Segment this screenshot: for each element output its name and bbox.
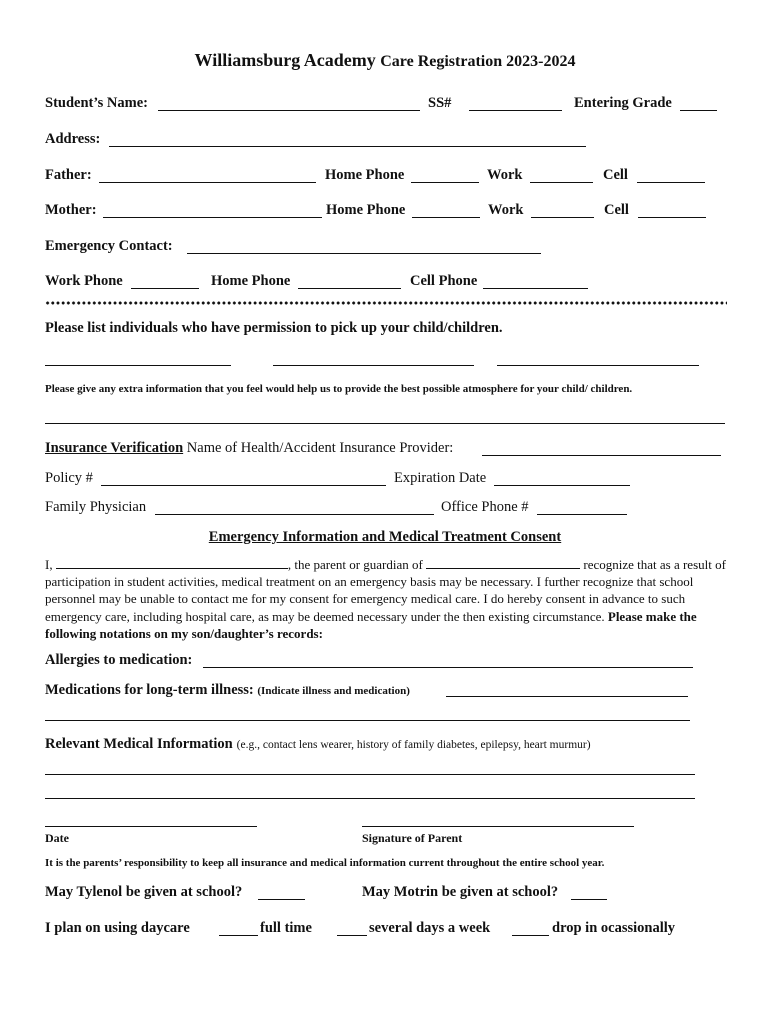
school-name: Williamsburg Academy (194, 50, 376, 70)
title-rest: Care Registration 2023-2024 (380, 53, 576, 70)
responsibility-note: It is the parents’ responsibility to keep all insurance and medical information current throughout the entire school year. (45, 857, 605, 869)
tylenol-field[interactable] (258, 899, 305, 900)
mother-field[interactable] (103, 217, 322, 218)
daycare-full-label: full time (260, 920, 312, 936)
consent-heading: Emergency Information and Medical Treatment Consent (208, 529, 562, 545)
extra-info-instruction: Please give any extra information that you feel would help us to provide the best possible atmosphere for your child/ children. (45, 383, 633, 395)
father-cell-label: Cell (603, 167, 628, 183)
relevant-field-2[interactable] (45, 798, 695, 799)
daycare-several-label: several days a week (369, 920, 491, 936)
home-phone-label: Home Phone (211, 273, 291, 289)
grade-field[interactable] (680, 110, 717, 111)
mother-work-label: Work (488, 202, 524, 218)
father-work-label: Work (487, 167, 523, 183)
emergency-contact-field[interactable] (187, 253, 541, 254)
mother-label: Mother: (45, 202, 97, 218)
expiration-label: Expiration Date (394, 470, 487, 486)
insurance-provider-field[interactable] (482, 455, 721, 456)
daycare-drop-field[interactable] (512, 935, 549, 936)
ss-field[interactable] (469, 110, 562, 111)
ss-label: SS# (428, 95, 452, 111)
father-field[interactable] (99, 182, 316, 183)
medications-hint: (Indicate illness and medication) (257, 685, 410, 697)
consent-body: recognize that as a result of participation in student activities, medical treatment on an emergency basis may be necessary. I further recognize that school personnel may be unable to contact me for my consent for emergency medical care. I do hereby consent in advance to such emergency care, including hospital care, as may be deemed necessary under the then existing circumstance. (45, 557, 726, 624)
daycare-drop-label: drop in ocassionally (552, 920, 676, 936)
insurance-heading: Insurance Verification (45, 440, 184, 456)
signature-label: Signature of Parent (362, 831, 463, 845)
medications-label: Medications for long-term illness: (45, 682, 254, 698)
relevant-hint: (e.g., contact lens wearer, history of family diabetes, epilepsy, heart murmur) (236, 739, 591, 751)
pickup-field-2[interactable] (273, 365, 474, 366)
allergies-label: Allergies to medication: (45, 652, 193, 668)
address-label: Address: (45, 131, 101, 147)
mother-home-field[interactable] (412, 217, 480, 218)
mother-cell-label: Cell (604, 202, 629, 218)
motrin-label: May Motrin be given at school? (362, 884, 559, 900)
insurance-row (45, 440, 453, 457)
daycare-several-field[interactable] (337, 935, 367, 936)
pickup-field-1[interactable] (45, 365, 231, 366)
cell-phone-label: Cell Phone (410, 273, 478, 289)
emergency-contact-label: Emergency Contact: (45, 238, 173, 254)
father-work-field[interactable] (530, 182, 593, 183)
date-label: Date (45, 831, 69, 845)
motrin-field[interactable] (571, 899, 607, 900)
office-phone-label: Office Phone # (441, 499, 529, 515)
father-cell-field[interactable] (637, 182, 705, 183)
physician-label: Family Physician (45, 499, 147, 515)
dotted-divider (45, 301, 727, 305)
date-field[interactable] (45, 826, 257, 827)
pickup-instruction: Please list individuals who have permission to pick up your child/children. (45, 320, 503, 336)
address-field[interactable] (109, 146, 586, 147)
student-name-field[interactable] (158, 110, 420, 111)
form-title (0, 50, 770, 71)
mother-work-field[interactable] (531, 217, 594, 218)
relevant-field-1[interactable] (45, 774, 695, 775)
cell-phone-field[interactable] (483, 288, 588, 289)
work-phone-label: Work Phone (45, 273, 123, 289)
grade-label: Entering Grade (574, 95, 672, 111)
expiration-field[interactable] (494, 485, 630, 486)
medications-field[interactable] (446, 696, 688, 697)
daycare-label: I plan on using daycare (45, 920, 190, 936)
policy-field[interactable] (101, 485, 386, 486)
mother-home-label: Home Phone (326, 202, 406, 218)
medications-row (45, 682, 410, 699)
policy-label: Policy # (45, 470, 93, 486)
physician-field[interactable] (155, 514, 434, 515)
relevant-label: Relevant Medical Information (45, 736, 233, 752)
consent-paragraph (45, 556, 729, 642)
office-phone-field[interactable] (537, 514, 627, 515)
home-phone-field[interactable] (298, 288, 401, 289)
signature-field[interactable] (362, 826, 634, 827)
insurance-provider-label: Name of Health/Accident Insurance Provider: (186, 440, 454, 456)
consent-child-field[interactable] (426, 568, 580, 569)
father-home-field[interactable] (411, 182, 479, 183)
medications-field-2[interactable] (45, 720, 690, 721)
daycare-full-field[interactable] (219, 935, 258, 936)
consent-i: I, (45, 557, 53, 572)
consent-name-field[interactable] (56, 568, 288, 569)
father-label: Father: (45, 167, 92, 183)
pickup-field-3[interactable] (497, 365, 699, 366)
student-name-label: Student’s Name: (45, 95, 148, 111)
consent-bold-instruction: Please make the following notations on my son/daughter’s records: (45, 608, 697, 641)
father-home-label: Home Phone (325, 167, 405, 183)
work-phone-field[interactable] (131, 288, 199, 289)
consent-parent-text: , the parent or guardian of (287, 557, 423, 572)
allergies-field[interactable] (203, 667, 693, 668)
mother-cell-field[interactable] (638, 217, 706, 218)
relevant-row (45, 735, 591, 753)
tylenol-label: May Tylenol be given at school? (45, 884, 243, 900)
extra-info-field[interactable] (45, 423, 725, 424)
